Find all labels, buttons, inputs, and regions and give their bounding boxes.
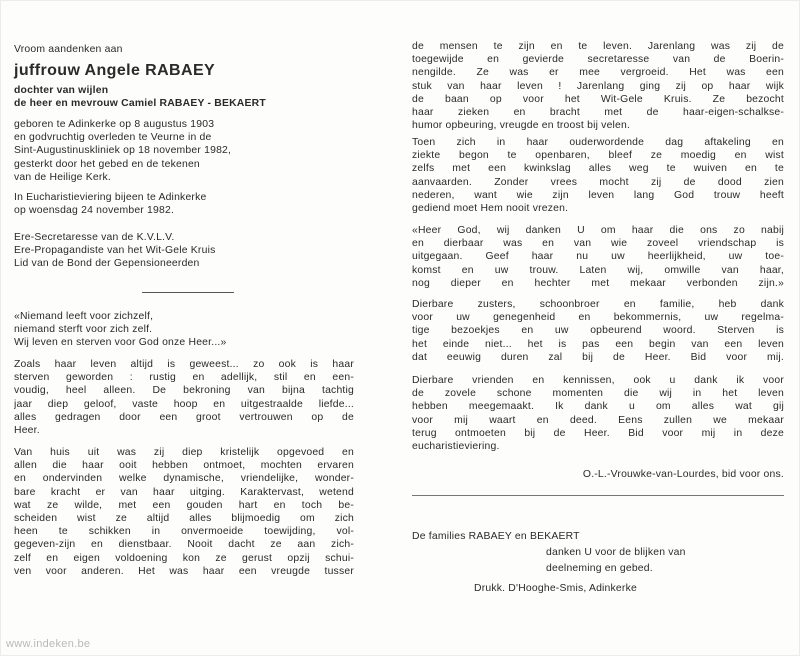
bio-line: Sint-Augustinuskliniek op 18 november 1982, [14,145,232,157]
paragraph-line: tige bezoekjes en uw opbeurend woord. Sterven is [412,325,784,337]
paragraph-line: en ondervinden welke dynamische, vriendelijke, wonder- [14,473,354,485]
deceased-name: juffrouw Angele RABAEY [14,62,216,79]
quote-line: niemand sterft voor zich zelf. [14,324,153,336]
paragraph-line: aanvaarden. Zonder vrees mocht zij de dood zien [412,176,784,188]
paragraph-line: voor uw genegenheid en bekommernis, uw regelma- [412,312,784,324]
paragraph-line: Zoals haar leven altijd is geweest... zo ook is haar [14,359,354,370]
role-line: Ere-Propagandiste van het Wit-Gele Kruis [14,245,216,257]
paragraph-line: het einde niet... het is pas een begin van een leven [412,338,784,350]
paragraph-line: toegewijde en gevierde secretaresse van de Boerin- [412,54,784,66]
role-line: Ere-Secretaresse van de K.V.L.V. [14,232,175,243]
paragraph-line: dat eeuwig duren zal bij de Heer. Bid voor mij. [412,351,784,363]
paragraph-line: jaar diep geloof, vaste hoop en uitgestraalde liefde... [14,398,354,410]
paragraph-line: terug ontmoeten bij de Heer. Bid voor mij in deze [412,427,784,439]
paragraph-line: nederen, want wie zijn leven lang God trouw heeft [412,189,784,201]
paragraph-line: humor opbeuring, vreugde en troost bij velen. [412,120,631,132]
watermark: www.indeken.be [6,638,91,650]
thanks-line: deelneming en gebed. [546,563,653,574]
right-paragraph-2 [412,136,784,215]
bio-block [14,118,354,184]
paragraph-line: Dierbare zusters, schoonbroer en familie, heb dank [412,299,784,310]
prayer-block [412,224,784,290]
intro-text: Vroom aandenken aan [14,44,123,55]
paragraph-line: haar zieken en bracht met de haar-eigen-schalkse- [412,107,784,119]
invocation-line: O.-L.-Vrouwke-van-Lourdes, bid voor ons. [582,469,784,480]
paragraph-line: allen die haar ooit hebben ontmoet, mochten ervaren [14,460,354,472]
paragraph-line: de zovele schone momenten die wij in het leven [412,388,784,400]
divider [142,292,234,293]
quote-line: Wij leven en sterven voor God onze Heer...» [14,337,227,349]
role-line: Lid van de Bond der Gepensioneerden [14,258,200,270]
families-line: De families RABAEY en BEKAERT [412,531,580,542]
prayer-line: en dierbaar was en van wie zoveel vriendschap is [412,238,784,250]
funeral-line: In Eucharistieviering bijeen te Adinkerke [14,192,207,203]
paragraph-line: zelfs met een kwinkslag alles weg te wuiven en te [412,163,784,175]
paragraph-line: zelf en eigen voldoening kon ze gerust opzij schui- [14,552,354,564]
paragraph-line: de baan op voor het Wit-Gele Kruis. Ze bezocht [412,93,784,105]
funeral-block [14,191,354,217]
prayer-line: komst en uw trouw. Laten wij, omwille van haar, [412,264,784,276]
prayer-line: uitgegaan. Geef haar nu uw heerlijkheid, uw toe- [412,251,784,263]
paragraph-line: wat ze wilde, met een gouden hart en toch be- [14,499,354,511]
bio-line: gesterkt door het gebed en de tekenen [14,158,200,170]
paragraph-line: scheiden wist ze altijd alles blijmoedig om zich [14,513,354,525]
paragraph-line: ven voor anderen. Het was haar een vreugde tusser [14,565,354,577]
paragraph-line: voudig, heel alleen. De bekroning van bijna tachtig [14,385,354,397]
paragraph-line: gegeven-zijn en dienstbaar. Nooit dacht ze aan zich- [14,539,354,551]
paragraph-line: heen te schikken in onvermoeide toewijding, vol- [14,526,354,538]
prayer-line: nog dieper en hechter met mekaar verbonden zijn.» [412,277,784,289]
bio-line: geboren te Adinkerke op 8 augustus 1903 [14,119,215,130]
roles-block [14,231,354,271]
funeral-line: op woensdag 24 november 1982. [14,205,175,217]
friends-paragraph [412,374,784,453]
quote-line: «Niemand leeft voor zichzelf, [14,311,154,322]
paragraph-2 [14,446,354,578]
paragraph-line: nengilde. Ze was er mee vergroeid. Het was een [412,67,784,79]
right-paragraph-1 [412,40,784,132]
paragraph-line: eucharistieviering. [412,441,500,453]
paragraph-line: sterven geworden : rustig en adellijk, stil en een- [14,372,354,384]
divider [412,495,784,496]
family-paragraph [412,298,784,364]
paragraph-line: Dierbare vrienden en kennissen, ook u dank ik voor [412,375,784,386]
paragraph-1 [14,358,354,437]
right-column [412,0,784,656]
prayer-line: «Heer God, wij danken U om haar die ons zo nabij [412,225,784,236]
printer-line: Drukk. D'Hooghe-Smis, Adinkerke [474,583,637,594]
paragraph-line: Van huis uit was zij diep kristelijk opgevoed en [14,447,354,458]
paragraph-line: Toen zich in haar ouderwordende dag aftakeling en [412,137,784,148]
paragraph-line: alles gedragen door een groot vertrouwen op de [14,411,354,423]
bio-line: van de Heilige Kerk. [14,171,111,183]
paragraph-line: gediend moet Hem nooit vrezen. [412,203,569,215]
paragraph-line: de mensen te zijn en te leven. Jarenlang was zij de [412,41,784,52]
paragraph-line: voor mij waart en deed. Eens zullen we mekaar [412,414,784,426]
thanks-line: danken U voor de blijken van [546,547,686,558]
quote-block [14,310,354,350]
paragraph-line: bare kracht er van haar uitging. Karaktervast, wetend [14,486,354,498]
left-column-body [14,0,354,656]
paragraph-line: ziekte begon te openbaren, bleef ze moedig en wist [412,150,784,162]
paragraph-line: stuk van haar leven ! Jarenlang ging zij op haar wijk [412,80,784,92]
parents-line-1: dochter van wijlen [14,85,109,96]
bio-line: en godvruchtig overleden te Veurne in de [14,132,212,144]
paragraph-line: hebben meegemaakt. Ik dank u om alles wat gij [412,401,784,413]
paragraph-line: Heer. [14,425,40,437]
parents-line-2: de heer en mevrouw Camiel RABAEY - BEKAERT [14,98,266,109]
